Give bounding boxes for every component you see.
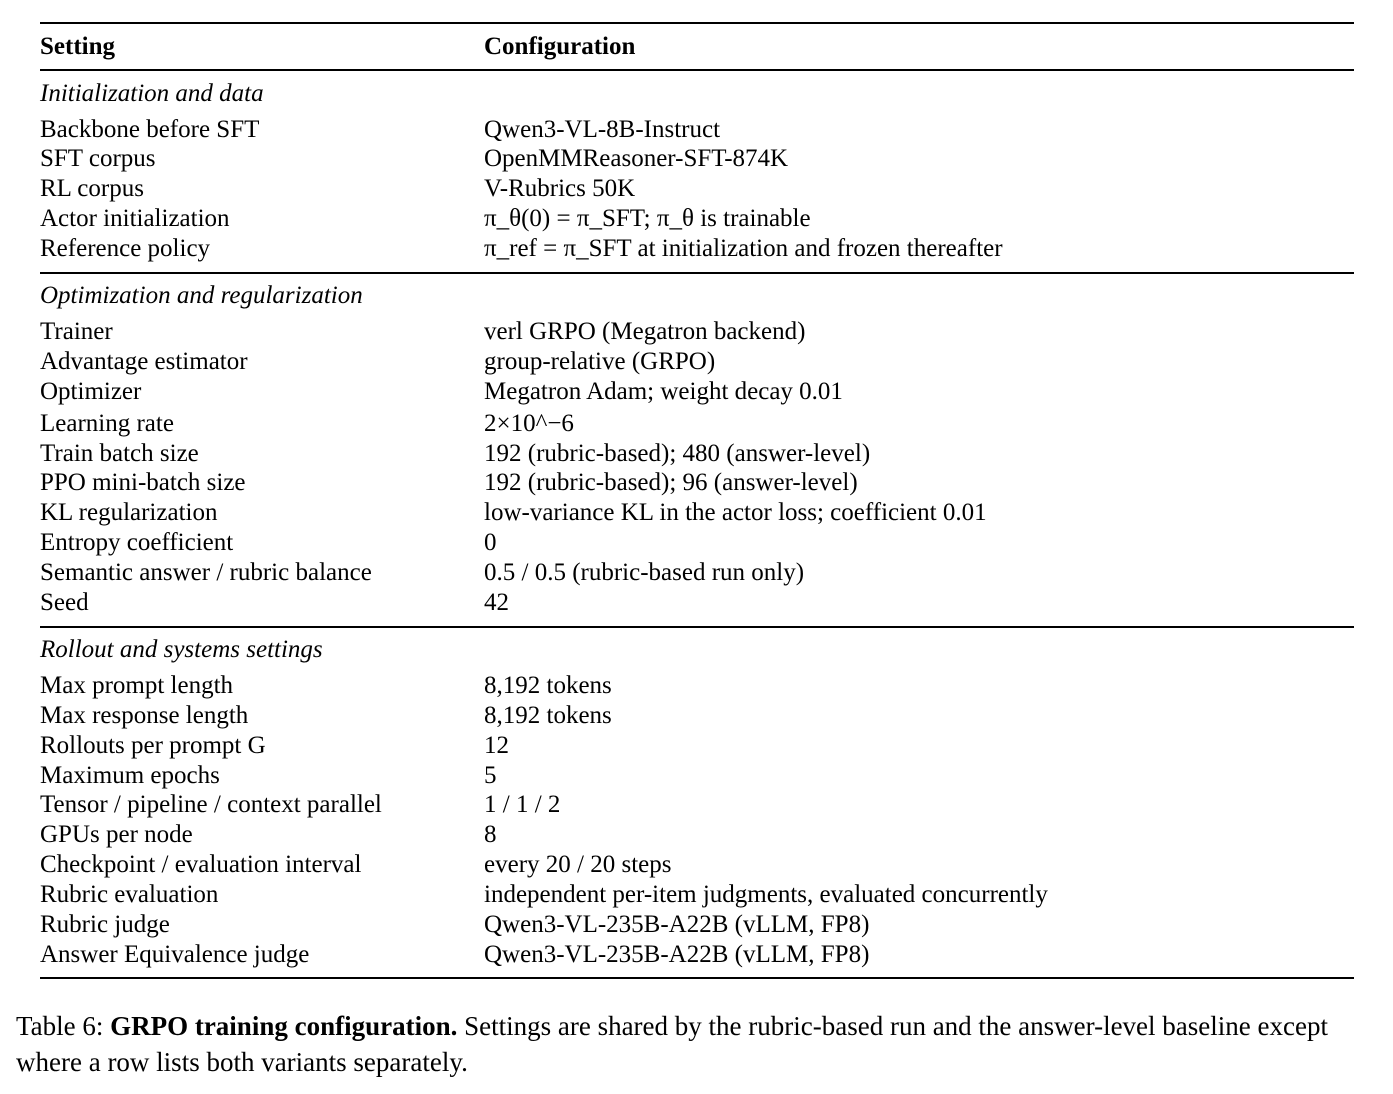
section-title-text: Optimization and regularization (40, 282, 363, 309)
table-row (40, 731, 1354, 761)
section-title (40, 635, 1354, 665)
row-setting: SFT corpus (40, 145, 156, 172)
table-row (40, 174, 1354, 204)
row-value: Qwen3-VL-235B-A22B (vLLM, FP8) (484, 941, 870, 968)
row-value: 5 (484, 762, 497, 789)
row-value: V-Rubrics 50K (484, 175, 636, 202)
row-value: every 20 / 20 steps (484, 851, 672, 878)
table-row (40, 790, 1354, 820)
table-row (40, 468, 1354, 498)
row-setting: KL regularization (40, 499, 218, 526)
table-row (40, 671, 1354, 701)
table-row (40, 558, 1354, 588)
row-value: 0 (484, 529, 497, 556)
row-setting: Learning rate (40, 410, 174, 437)
caption-label: Table 6: (16, 1011, 111, 1041)
table-row (40, 115, 1354, 145)
row-setting: Optimizer (40, 378, 142, 405)
table-row (40, 144, 1354, 174)
row-setting: Train batch size (40, 440, 199, 467)
row-value: OpenMMReasoner-SFT-874K (484, 145, 789, 172)
row-setting: Advantage estimator (40, 348, 248, 375)
row-setting: Maximum epochs (40, 762, 220, 789)
row-value: Megatron Adam; weight decay 0.01 (484, 378, 843, 405)
row-value: verl GRPO (Megatron backend) (484, 318, 806, 345)
row-setting: Checkpoint / evaluation interval (40, 851, 362, 878)
header-configuration: Configuration (484, 33, 636, 60)
row-setting: Rubric judge (40, 911, 170, 938)
table-row (40, 439, 1354, 469)
row-setting: Actor initialization (40, 205, 230, 232)
table-row (40, 880, 1354, 910)
row-value: Qwen3-VL-8B-Instruct (484, 116, 721, 143)
header-rule (40, 69, 1354, 71)
row-value: 192 (rubric-based); 480 (answer-level) (484, 440, 871, 467)
table-row (40, 234, 1354, 264)
row-value: 8,192 tokens (484, 702, 612, 729)
table-row (40, 588, 1354, 618)
row-value: 0.5 / 0.5 (rubric-based run only) (484, 559, 805, 586)
table-row (40, 498, 1354, 528)
table-row (40, 317, 1354, 347)
table-row (40, 850, 1354, 880)
row-setting: Semantic answer / rubric balance (40, 559, 372, 586)
table-row (40, 701, 1354, 731)
row-setting: GPUs per node (40, 821, 193, 848)
row-value: low-variance KL in the actor loss; coefficient 0.01 (484, 499, 987, 526)
row-value: 12 (484, 732, 509, 759)
row-setting: Backbone before SFT (40, 116, 260, 143)
row-setting: RL corpus (40, 175, 144, 202)
row-setting: Seed (40, 589, 89, 616)
row-value: 8,192 tokens (484, 672, 612, 699)
table-row (40, 377, 1354, 407)
row-value: independent per-item judgments, evaluated concurrently (484, 881, 1048, 908)
row-setting: Reference policy (40, 235, 211, 262)
table-row (40, 409, 1354, 439)
row-value: group-relative (GRPO) (484, 348, 716, 375)
caption-text: Settings are shared by the rubric-based run and the answer-level baseline except where a row lists both variants separately. (16, 1011, 1328, 1077)
table-row (40, 204, 1354, 234)
row-setting: Rollouts per prompt G (40, 732, 266, 759)
table-row (40, 528, 1354, 558)
table-row (40, 761, 1354, 791)
row-value: 2×10^−6 (484, 410, 574, 437)
bottom-rule (40, 977, 1354, 979)
table-row (40, 910, 1354, 940)
row-value: Qwen3-VL-235B-A22B (vLLM, FP8) (484, 911, 870, 938)
row-setting: Max prompt length (40, 672, 234, 699)
row-value: π_ref = π_SFT at initialization and frozen thereafter (484, 235, 1003, 262)
section-title (40, 281, 1354, 311)
row-setting: Trainer (40, 318, 113, 345)
top-rule (40, 22, 1354, 24)
header-setting: Setting (40, 33, 115, 60)
section-title (40, 79, 1354, 109)
row-setting: Tensor / pipeline / context parallel (40, 791, 382, 818)
row-value: 42 (484, 589, 509, 616)
row-setting: Rubric evaluation (40, 881, 219, 908)
section-title-text: Initialization and data (40, 80, 264, 107)
row-setting: Entropy coefficient (40, 529, 234, 556)
section-rule (40, 272, 1354, 274)
table-header (40, 32, 1354, 62)
table-row (40, 940, 1354, 970)
row-value: 192 (rubric-based); 96 (answer-level) (484, 469, 858, 496)
row-value: 8 (484, 821, 497, 848)
row-value: π_θ(0) = π_SFT; π_θ is trainable (484, 205, 811, 232)
caption-title: GRPO training configuration. (110, 1011, 458, 1041)
row-setting: PPO mini-batch size (40, 469, 246, 496)
table-caption (16, 1008, 1386, 1080)
row-setting: Max response length (40, 702, 249, 729)
row-setting: Answer Equivalence judge (40, 941, 310, 968)
table-row (40, 347, 1354, 377)
row-value: 1 / 1 / 2 (484, 791, 561, 818)
table-row (40, 820, 1354, 850)
section-title-text: Rollout and systems settings (40, 636, 323, 663)
section-rule (40, 626, 1354, 628)
